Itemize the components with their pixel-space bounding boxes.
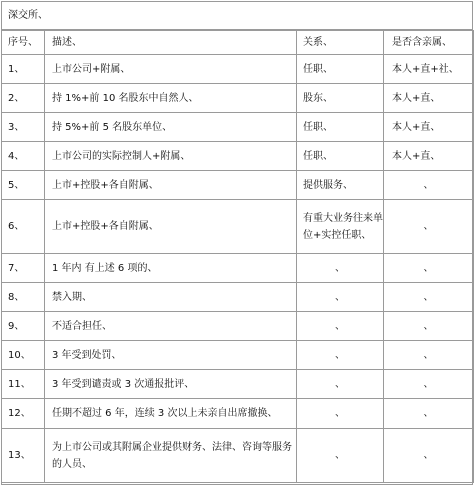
- row-desc: 禁入期、: [45, 283, 297, 312]
- row-desc: 上市公司+附属、: [45, 55, 297, 84]
- table-row: [2, 200, 474, 254]
- independence-table: [1, 30, 474, 483]
- row-relation: 、: [297, 254, 384, 283]
- row-no: 8、: [2, 283, 45, 312]
- row-no: 6、: [2, 200, 45, 254]
- table-row: [2, 84, 474, 113]
- row-relation: 、: [297, 283, 384, 312]
- row-relation: 有重大业务往来单位+实控任职、: [297, 200, 384, 254]
- table-row: [2, 171, 474, 200]
- row-desc: 3 年受到处罚、: [45, 341, 297, 370]
- header-no: 序号、: [2, 31, 45, 55]
- row-family: 本人+直+社、: [384, 55, 474, 84]
- table-row: [2, 429, 474, 483]
- row-no: 5、: [2, 171, 45, 200]
- header-family: 是否含亲属、: [384, 31, 474, 55]
- row-family: 、: [384, 370, 474, 399]
- row-no: 3、: [2, 113, 45, 142]
- table-row: [2, 341, 474, 370]
- table-row: [2, 142, 474, 171]
- table-row: [2, 399, 474, 429]
- row-family: 、: [384, 171, 474, 200]
- header-row: [2, 31, 474, 55]
- row-family: 本人+直、: [384, 142, 474, 171]
- row-family: 本人+直、: [384, 84, 474, 113]
- table-row: [2, 312, 474, 341]
- table-row: [2, 283, 474, 312]
- row-no: 13、: [2, 429, 45, 483]
- table-row: [2, 370, 474, 399]
- row-no: 2、: [2, 84, 45, 113]
- header-desc: 描述、: [45, 31, 297, 55]
- row-relation: 股东、: [297, 84, 384, 113]
- row-desc: 为上市公司或其附属企业提供财务、法律、咨询等服务的人员、: [45, 429, 297, 483]
- row-desc: 上市+控股+各自附属、: [45, 171, 297, 200]
- row-relation: 任职、: [297, 142, 384, 171]
- row-relation: 任职、: [297, 113, 384, 142]
- row-desc: 不适合担任、: [45, 312, 297, 341]
- row-no: 4、: [2, 142, 45, 171]
- table-row: [2, 55, 474, 84]
- row-family: 、: [384, 283, 474, 312]
- row-no: 1、: [2, 55, 45, 84]
- document-title: 深交所、: [8, 10, 48, 21]
- row-desc: 持 1%+前 10 名股东中自然人、: [45, 84, 297, 113]
- row-desc: 1 年内 有上述 6 项的、: [45, 254, 297, 283]
- row-desc: 上市公司的实际控制人+附属、: [45, 142, 297, 171]
- table-row: [2, 113, 474, 142]
- row-desc: 3 年受到谴责或 3 次通报批评、: [45, 370, 297, 399]
- row-relation: 、: [297, 370, 384, 399]
- row-family: 本人+直、: [384, 113, 474, 142]
- row-relation: 、: [297, 399, 384, 429]
- row-no: 10、: [2, 341, 45, 370]
- row-relation: 、: [297, 341, 384, 370]
- row-family: 、: [384, 200, 474, 254]
- row-family: 、: [384, 254, 474, 283]
- table-row: [2, 254, 474, 283]
- row-relation: 、: [297, 429, 384, 483]
- row-no: 9、: [2, 312, 45, 341]
- row-family: 、: [384, 399, 474, 429]
- row-desc: 上市+控股+各自附属、: [45, 200, 297, 254]
- row-relation: 任职、: [297, 55, 384, 84]
- row-family: 、: [384, 341, 474, 370]
- row-no: 12、: [2, 399, 45, 429]
- row-desc: 任期不超过 6 年，连续 3 次以上未亲自出席撤换、: [45, 399, 297, 429]
- header-relation: 关系、: [297, 31, 384, 55]
- row-relation: 、: [297, 312, 384, 341]
- row-no: 11、: [2, 370, 45, 399]
- title-row: [1, 1, 473, 30]
- row-no: 7、: [2, 254, 45, 283]
- row-family: 、: [384, 429, 474, 483]
- row-desc: 持 5%+前 5 名股东单位、: [45, 113, 297, 142]
- row-relation: 提供服务、: [297, 171, 384, 200]
- row-family: 、: [384, 312, 474, 341]
